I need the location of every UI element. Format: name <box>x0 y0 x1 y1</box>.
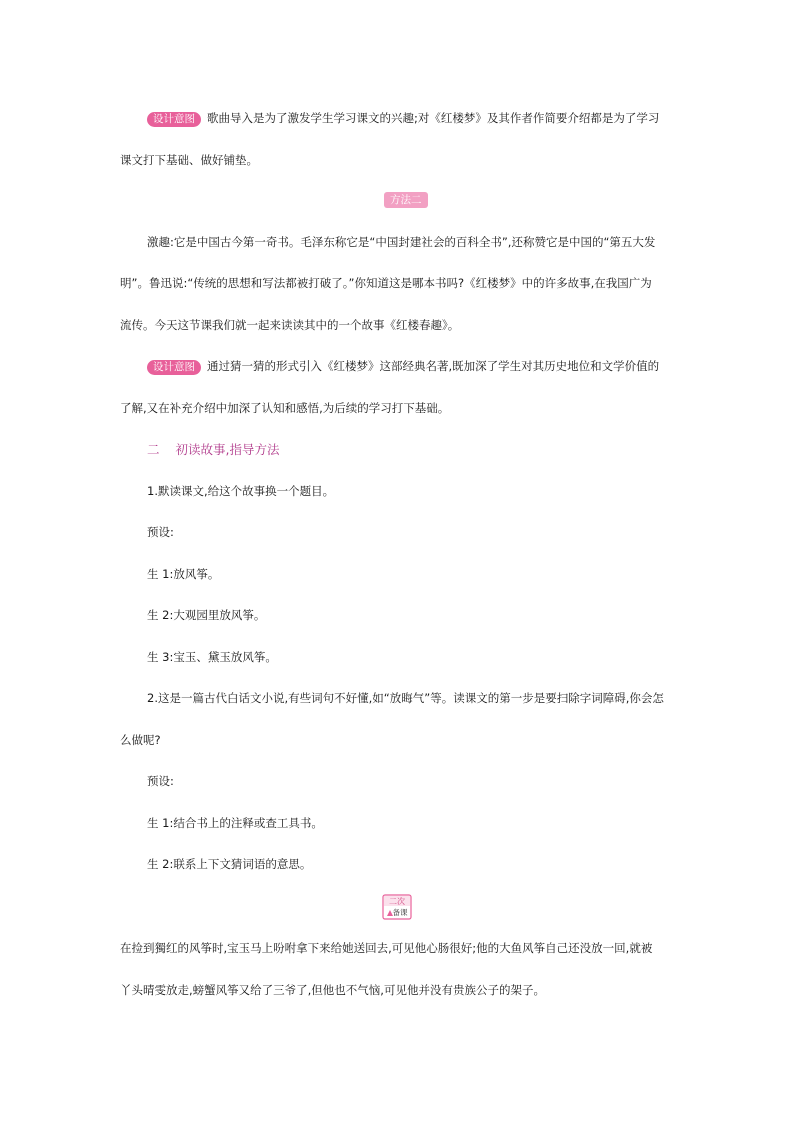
design-intent-paragraph-2 <box>147 358 659 375</box>
revision-icon-text-bottom: 备课 <box>392 908 408 917</box>
question-2-continued: 么做呢? <box>120 733 161 747</box>
paragraph-text: 歌曲导入是为了激发学生学习课文的兴趣;对《红楼梦》及其作者作简要介绍都是为了学习 <box>207 111 660 125</box>
paragraph-text: 激趣:它是中国古今第一奇书。毛泽东称它是“中国封建社会的百科全书”,还称赞它是中国的“第五大发 <box>147 235 656 249</box>
paragraph-text: 了解,又在补充介绍中加深了认知和感悟,为后续的学习打下基础。 <box>120 401 450 415</box>
design-intent-badge: 设计意图 <box>147 360 201 375</box>
student-answer: 生 3:宝玉、黛玉放风筝。 <box>147 650 277 664</box>
revision-text: 在捡到獨红的风筝时,宝玉马上吩咐拿下来给她送回去,可见他心肠很好;他的大鱼风筝自己还没放一回,就被 <box>120 941 653 955</box>
preset-label: 预设: <box>147 774 174 788</box>
paragraph-text: 明”。鲁迅说:“传统的思想和写法都被打破了。”你知道这是哪本书吗?《红楼梦》中的许多故事,在我国广为 <box>120 276 652 290</box>
student-answer: 生 2:大观园里放风筝。 <box>147 608 266 622</box>
student-answer: 生 1:结合书上的注释或查工具书。 <box>147 816 323 830</box>
revision-icon-text-top: 二次 <box>389 897 405 906</box>
section-title: 初读故事,指导方法 <box>175 442 280 457</box>
method-two-badge: 方法二 <box>384 192 428 208</box>
revision-notes-icon <box>382 894 412 920</box>
student-answer: 生 2:联系上下文猜词语的意思。 <box>147 857 312 871</box>
paragraph-text: 流传。今天这节课我们就一起来读读其中的一个故事《红楼春趣》。 <box>120 318 460 332</box>
design-intent-badge: 设计意图 <box>147 112 201 127</box>
question-2: 2.这是一篇古代白话文小说,有些词句不好懂,如“放晦气”等。读课文的第一步是要扫除字词障碍,你会怎 <box>147 691 664 705</box>
student-answer: 生 1:放风筝。 <box>147 567 220 581</box>
section-heading <box>147 441 280 459</box>
paragraph-text: 课文打下基础、做好铺垫。 <box>120 153 258 167</box>
question-1: 1.默读课文,给这个故事换一个题目。 <box>147 484 335 498</box>
design-intent-paragraph-1 <box>147 110 659 127</box>
revision-text: 丫头晴雯放走,螃蟹风筝又给了三爷了,但他也不气恼,可见他并没有贵族公子的架子。 <box>120 983 545 997</box>
paragraph-text: 通过猜一猜的形式引入《红楼梦》这部经典名著,既加深了学生对其历史地位和文学价值的 <box>207 359 660 373</box>
preset-label: 预设: <box>147 525 174 539</box>
section-number: 二 <box>147 442 160 457</box>
